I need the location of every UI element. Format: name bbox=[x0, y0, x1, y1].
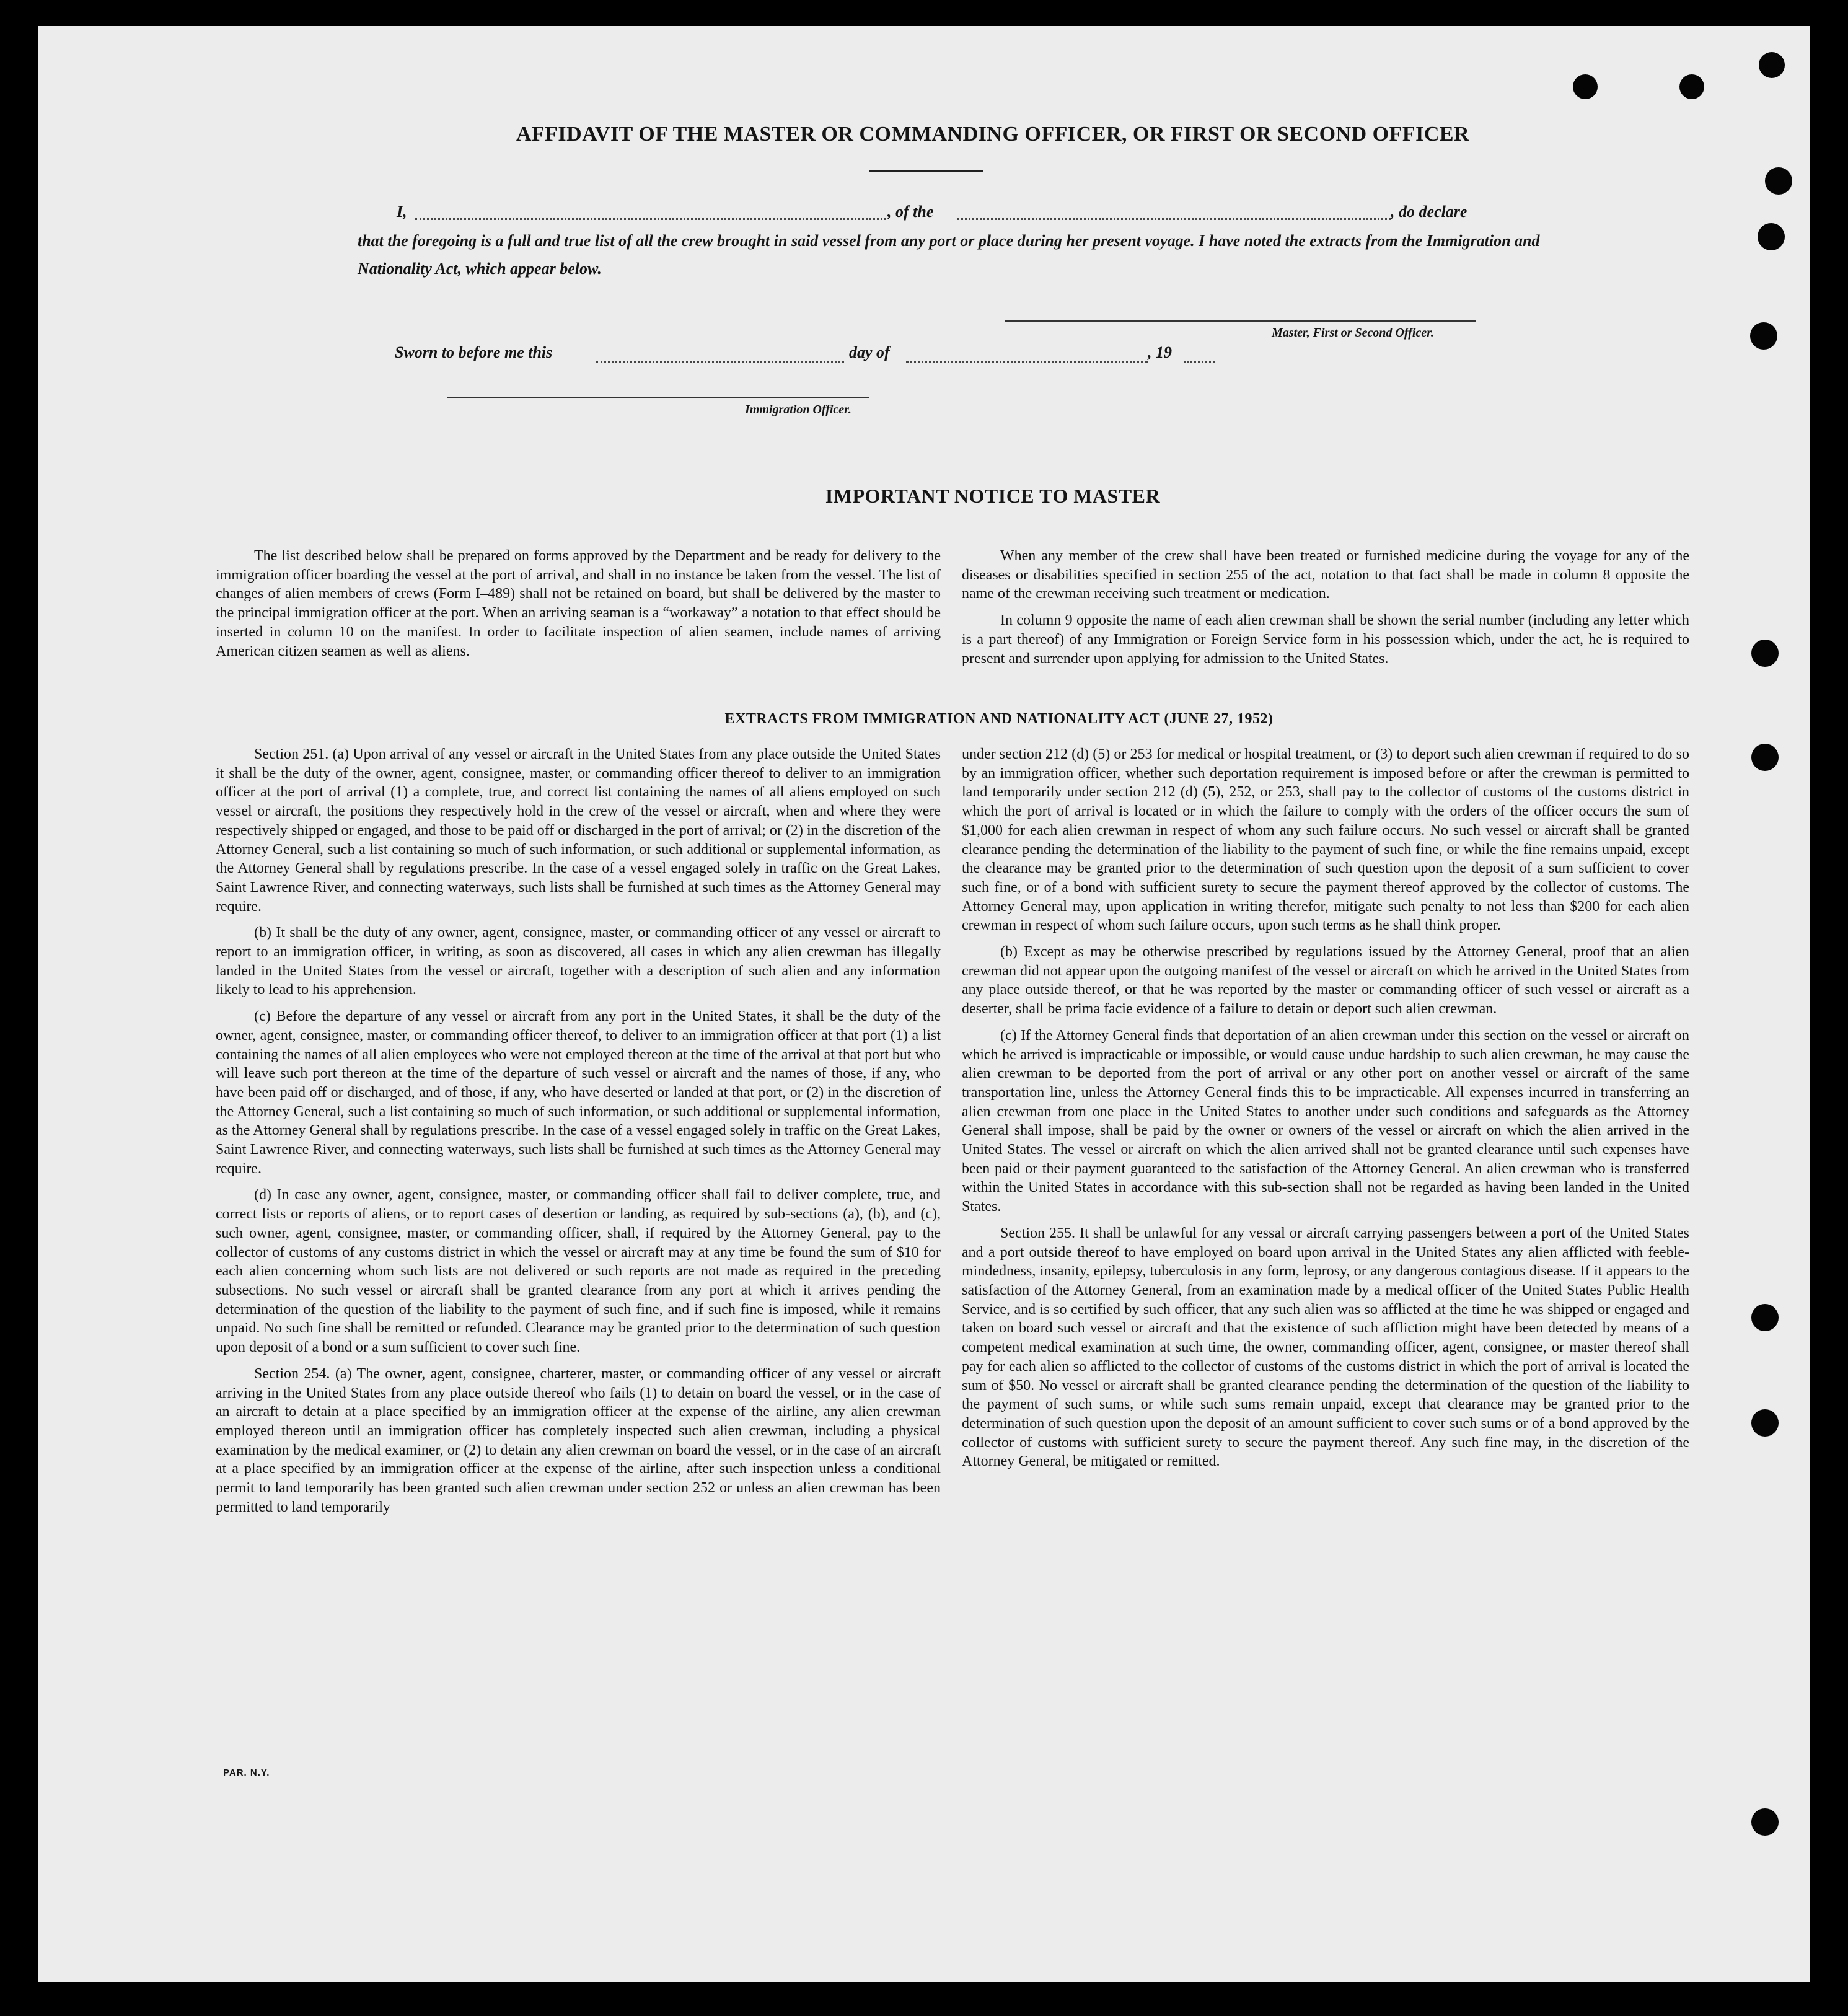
master-signature-label: Master, First or Second Officer. bbox=[1272, 326, 1434, 340]
punch-hole bbox=[1679, 74, 1704, 99]
form-page bbox=[38, 26, 1810, 1982]
section-255: Section 255. It shall be unlawful for any vessal or aircraft carrying passengers between a port of the United States and a port outside thereof to have employed on board upon arrival in the United States any alien afflicted with feeble-mindedness, insanity, epilepsy, tuberculosis in any form, leprosy, or any dangerous contagious disease. If it appears to the satisfaction of the Attorney General, from an examination made by a medical officer of the United States Public Health Service, and is so certified by such officer, that any such alien was so afflicted at the time he was shipped or engaged and taken on board such vessel or aircraft and that the existence of such affliction might have been detected by means of a competent medical examination at such time, the owner, commanding officer, agent, consignee, or master thereof shall pay for each alien so afflicted to the collector of customs of the customs district in which the port of arrival is located the sum of $50. No vessel or aircraft shall be granted clearance pending the determination of the question of the liability to the payment of such sums, or while such sums remain unpaid, except that clearance may be granted prior to the determination of such question upon the deposit of an amount sufficient to cover such sums or of a bond approved by the collector of customs with sufficient surety to secure the payment thereof. Any such fine may, in the discretion of the Attorney General, be mitigated or remitted. bbox=[962, 1225, 1689, 1470]
punch-hole bbox=[1573, 74, 1598, 99]
notice-right-column bbox=[962, 547, 1689, 668]
notice-left-column bbox=[216, 547, 941, 661]
title-divider bbox=[869, 170, 983, 172]
punch-hole bbox=[1751, 1304, 1779, 1331]
extracts-left-column bbox=[216, 745, 941, 1516]
printer-mark: PAR. N.Y. bbox=[223, 1767, 270, 1778]
punch-hole bbox=[1751, 744, 1779, 771]
extracts-right-column bbox=[962, 745, 1689, 1471]
punch-hole bbox=[1758, 223, 1785, 250]
notice-left-paragraph: The list described below shall be prepared on forms approved by the Department and be ready for delivery to the immigration officer boarding the vessel at the port of arrival, and shall in no instance be taken from the vessel. The list of changes of alien members of crews (Form I–489) shall not be retained on board, but shall be delivered by the master to the principal immigration officer at the port. When an arriving seaman is a “workaway” a notation to that effect should be inserted in column 10 on the manifest. In order to facilitate inspection of alien seamen, include names of arriving American citizen seamen as well as aliens. bbox=[216, 548, 941, 659]
vessel-field[interactable] bbox=[957, 218, 1391, 220]
punch-hole bbox=[1750, 322, 1777, 350]
notice-right-paragraph-2: In column 9 opposite the name of each alien crewman shall be shown the serial number (including any letter which is a part thereof) of any Immigration or Foreign Service form in his possession which, under the act, he is required to present and surrender upon applying for admission to the United States. bbox=[962, 612, 1689, 667]
officer-signature-line[interactable] bbox=[447, 397, 869, 398]
sworn-year-field[interactable] bbox=[1184, 361, 1215, 363]
punch-hole bbox=[1751, 640, 1779, 667]
section-251-b: (b) It shall be the duty of any owner, agent, consignee, master, or commanding officer of any vessel or aircraft to report to an immigration officer, in writing, as soon as discovered, all cases in which any alien crewman has illegally landed in the United States from the vessel or aircraft, together with a description of such alien and any information likely to lead to his apprehension. bbox=[216, 925, 941, 998]
affidavit-declaration: that the foregoing is a full and true list of all the crew brought in said vessel from any port or place during her present voyage. I have noted the extracts from the Immigration and Nationality Act, which appear below. bbox=[358, 232, 1540, 278]
affidavit-declare-label: , do declare bbox=[1391, 203, 1467, 221]
punch-hole bbox=[1751, 1808, 1779, 1836]
notice-right-paragraph-1: When any member of the crew shall have been treated or furnished medicine during the voyage for any of the diseases or disabilities specified in section 255 of the act, notation to that fact shall be made in column 8 opposite the name of the crewman receiving such treatment or medication. bbox=[962, 548, 1689, 602]
section-251-a: Section 251. (a) Upon arrival of any vessel or aircraft in the United States from any place outside the United States it shall be the duty of the owner, agent, consignee, master, or commanding officer thereof to deliver to an immigration officer at the port of arrival (1) a complete, true, and correct list containing the names of all aliens employed on such vessel or aircraft, the positions they respectively hold in the crew of the vessel or aircraft, when and where they were respectively shipped or engaged, and those to be paid off or discharged in the port of arrival; or (2) in the discretion of the Attorney General, such a list containing so much of such information, or such additional or supplemental information, as the Attorney General shall by regulations prescribe. In the case of a vessel engaged solely in traffic on the Great Lakes, Saint Lawrence River, and connecting waterways, such lists shall be furnished at such times as the Attorney General may require. bbox=[216, 746, 941, 915]
year-prefix-label: , 19 bbox=[1148, 343, 1172, 361]
notice-title: IMPORTANT NOTICE TO MASTER bbox=[825, 485, 1161, 507]
section-254-c: (c) If the Attorney General finds that deportation of an alien crewman under this section on the vessel or aircraft on which he arrived is impracticable or impossible, or would cause undue hardship to such alien crewman, he may cause the alien crewman to be deported from the port of arrival or any other port on another vessel or aircraft of the same transportation line, unless the Attorney General finds this to be impracticable. All expenses incurred in transferring an alien crewman from one place in the United States to another under such conditions and safeguards as the Attorney General shall impose, shall be paid by the owner or owners of the vessel or aircraft on which the alien arrived in the United States. The vessel or aircraft on which the alien arrived shall not be granted clearance until such expenses have been paid or their payment guaranteed to the satisfaction of the Attorney General. An alien crewman who is transferred within the United States in accordance with this sub-section shall not be regarded as having been landed in the United States. bbox=[962, 1027, 1689, 1215]
section-251-c: (c) Before the departure of any vessel or aircraft from any port in the United States, it shall be the duty of the owner, agent, consignee, master, or commanding officer thereof, to deliver to an immigration officer at that port (1) a list containing the names of all alien employees who were not employed thereon at the time of the arrival at that port but who will leave such port thereon at the time of the departure of such vessel or aircraft and the names of those, if any, who have been paid off or discharged, and of those, if any, who have deserted or landed at that port, or (2) in the discretion of the Attorney General, such a list containing so much of such information, or such additional or supplemental information, as the Attorney General shall by regulations prescribe. In the case of a vessel engaged solely in traffic on the Great Lakes, Saint Lawrence River, and connecting waterways, such lists shall be furnished at such times as the Attorney General may require. bbox=[216, 1008, 941, 1177]
day-of-label: day of bbox=[849, 343, 890, 361]
section-254-a-continued: under section 212 (d) (5) or 253 for medical or hospital treatment, or (3) to deport such alien crewman if required to do so by an immigration officer, whether such deportation requirement is imposed before or after the crewman is permitted to land temporarily under section 212 (d) (5), 252, or 253, shall pay to the collector of customs of the customs district in which the port of arrival is located or in which the failure to comply with the orders of the officer occurs the sum of $1,000 for each alien crewman in respect of whom any such failure occurs. No such vessel or aircraft shall be granted clearance pending the determination of the liability to the payment of such fine, or while the fine remains unpaid, except the clearance may be granted prior to the determination of such question upon the deposit of a sum sufficient to cover such fine, or of a bond with sufficient surety to secure the payment thereof approved by the collector of customs. The Attorney General may, upon application in writing therefor, mitigate such penalty to not less than $200 for each alien crewman in respect of whom such failure occurs, upon such terms as he shall think proper. bbox=[962, 746, 1689, 934]
master-signature-line[interactable] bbox=[1005, 320, 1476, 322]
punch-hole bbox=[1759, 52, 1785, 78]
section-254-b: (b) Except as may be otherwise prescribed by regulations issued by the Attorney General, proof that an alien crewman did not appear upon the outgoing manifest of the vessel or aircraft on which he arrived in the United States from any place outside thereof, or that he was reported by the master or commanding officer of such vessel or aircraft as a deserter, shall be prima facie evidence of a failure to detain or deport such alien crewman. bbox=[962, 944, 1689, 1018]
sworn-day-field[interactable] bbox=[596, 361, 844, 363]
name-field[interactable] bbox=[415, 218, 886, 220]
section-251-d: (d) In case any owner, agent, consignee, master, or commanding officer shall fail to deliver complete, true, and correct lists or reports of aliens, or to report cases of desertion or landing, as required by sub-sections (a), (b), and (c), such owner, agent, consignee, master, or commanding officer, shall, if required by the Attorney General, pay to the collector of customs of any customs district in which the vessel or aircraft may at any time be found the sum of $10 for each alien concerning whom such lists are not delivered or such reports are not made as required in the preceding subsections. No such vessel or aircraft shall be granted clearance from any port at which it arrives pending the determination of the question of the liability to the payment of such fine, and if such fine is imposed, while it remains unpaid. No such fine shall be remitted or refunded. Clearance may be granted prior to the determination of such question upon deposit of a bond or a sum sufficient to cover such fine. bbox=[216, 1187, 941, 1356]
punch-hole bbox=[1765, 167, 1792, 195]
sworn-month-field[interactable] bbox=[906, 361, 1148, 363]
affidavit-title: AFFIDAVIT OF THE MASTER OR COMMANDING OFFICER, OR FIRST OR SECOND OFFICER bbox=[516, 123, 1470, 146]
section-254-a: Section 254. (a) The owner, agent, consignee, charterer, master, or commanding officer of any vessel or aircraft arriving in the United States from any place outside thereof who fails (1) to detain on board the vessel, or in the case of an aircraft to detain at a place specified by an immigration officer at the expense of the airline, any alien crewman employed thereon until an immigration officer has completely inspected such alien crewman, including a physical examination by the medical examiner, or (2) to detain any alien crewman on board the vessel, or in the case of an aircraft at a place specified by an immigration officer at the expense of the airline, after such inspection unless a conditional permit to land temporarily has been granted such alien crewman under section 252 or unless an alien crewman has been permitted to land temporarily bbox=[216, 1365, 941, 1515]
affidavit-of-the-label: , of the bbox=[887, 203, 934, 221]
affidavit-i-label: I, bbox=[397, 203, 407, 221]
officer-signature-label: Immigration Officer. bbox=[745, 403, 851, 416]
sworn-label: Sworn to before me this bbox=[395, 343, 553, 361]
extracts-title: EXTRACTS FROM IMMIGRATION AND NATIONALITY ACT (JUNE 27, 1952) bbox=[724, 711, 1274, 727]
punch-hole bbox=[1751, 1409, 1779, 1437]
